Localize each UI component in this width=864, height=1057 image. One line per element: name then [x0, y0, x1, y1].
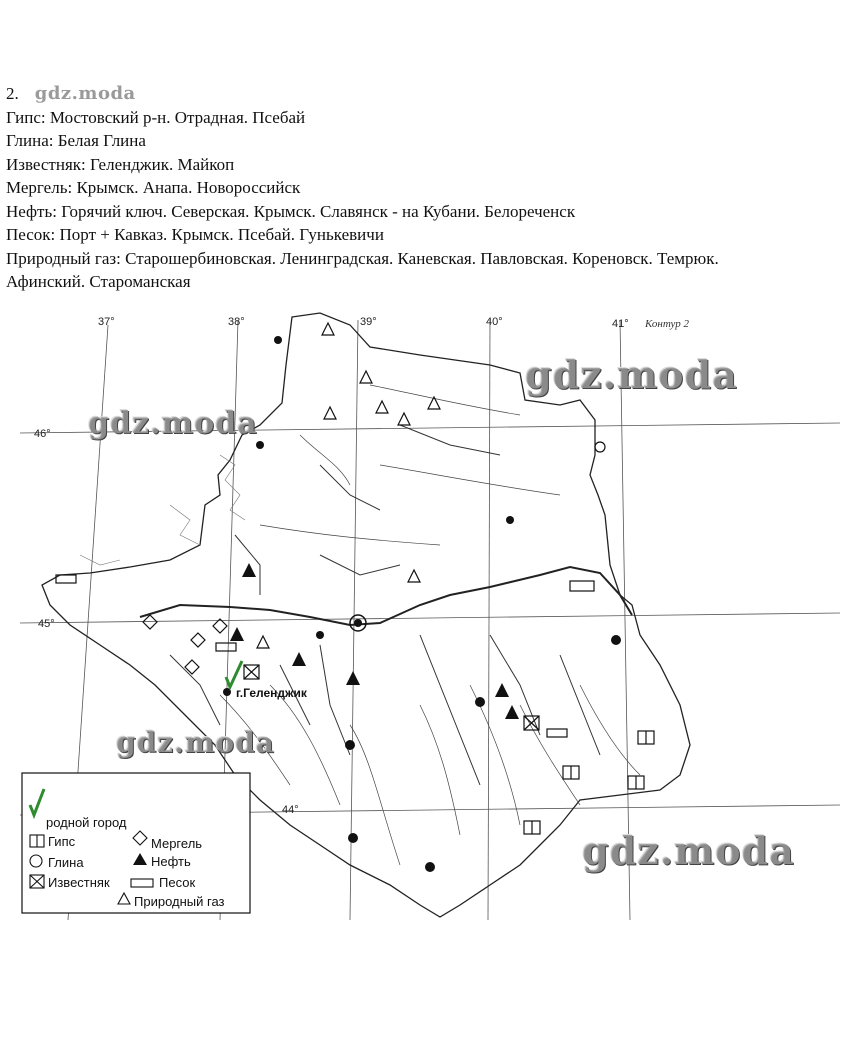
watermark-lower-right: gdz.moda — [582, 828, 795, 873]
contour-label: Контур 2 — [645, 318, 689, 330]
line-marl: Мергель: Крымск. Анапа. Новороссийск — [6, 178, 301, 197]
legend-gypsum: Гипс — [48, 834, 76, 849]
legend-limestone: Известняк — [48, 875, 110, 890]
lon-41-label: 41° — [612, 318, 629, 330]
legend — [22, 773, 250, 913]
line-limestone: Известняк: Геленджик. Майкоп — [6, 154, 235, 174]
lon-40-label: 40° — [486, 316, 503, 328]
watermark-left: gdz.moda — [88, 406, 258, 441]
capital-dot — [354, 619, 362, 627]
answer-text — [6, 82, 858, 294]
legend-home-city: родной город — [46, 815, 127, 830]
rivers — [220, 385, 640, 865]
lat-46-label: 46° — [34, 428, 51, 440]
lat-44-label: 44° — [282, 804, 299, 816]
marl-symbols — [143, 615, 227, 674]
line-sand: Песок: Порт + Кавказ. Крымск. Псебай. Гунькевичи — [6, 225, 384, 244]
lat-45-label: 45° — [38, 618, 55, 630]
task-number: 2. — [6, 84, 19, 103]
clay-symbol — [595, 442, 605, 452]
line-gas: Природный газ: Старошербиновская. Ленинградская. Каневская. Павловская. Кореновск. Темрюк. — [6, 248, 719, 268]
legend-gas: Природный газ — [134, 894, 225, 909]
line-gypsum: Гипс: Мостовский р-н. Отрадная. Псебай — [6, 107, 306, 127]
city-label-gelendzhik: г.Геленджик — [236, 686, 307, 700]
legend-sand: Песок — [159, 875, 196, 890]
watermark-lower-left: gdz.moda — [116, 726, 275, 759]
lon-37-label: 37° — [98, 316, 115, 328]
gypsum-symbols — [524, 731, 654, 834]
gas-symbols — [257, 323, 440, 648]
legend-oil: Нефть — [151, 854, 191, 869]
line-clay: Глина: Белая Глина — [6, 131, 146, 150]
watermark-top-right: gdz.moda — [525, 352, 738, 397]
header-watermark: gdz.moda — [34, 83, 136, 104]
home-check-icon — [226, 661, 242, 687]
lon-39-label: 39° — [360, 316, 377, 328]
legend-marl: Мергель — [151, 836, 203, 851]
line-gas-continued: Афинский. Староманская — [6, 272, 191, 291]
line-oil: Нефть: Горячий ключ. Северская. Крымск. Славянск - на Кубани. Белореченск — [6, 201, 576, 221]
task-header — [6, 82, 858, 106]
lon-38-label: 38° — [228, 316, 245, 328]
legend-clay: Глина — [48, 855, 84, 870]
